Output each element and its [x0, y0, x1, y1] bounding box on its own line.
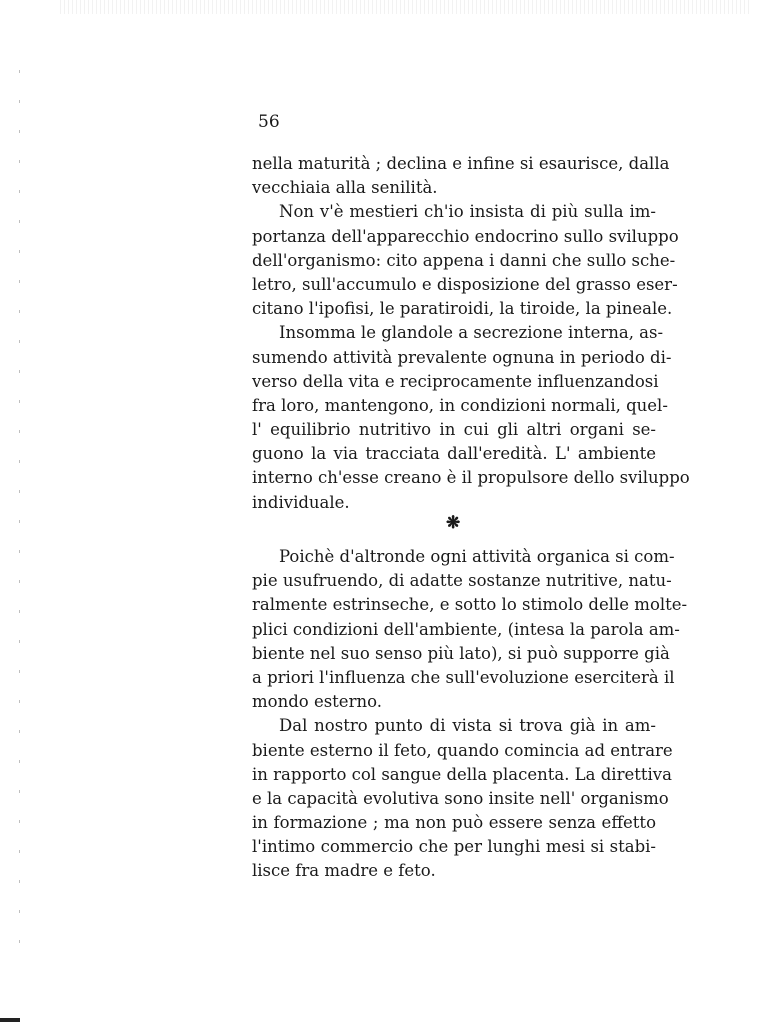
- page-number: 56: [258, 112, 280, 132]
- paragraph: [252, 545, 688, 714]
- text-line: nella maturità ; declina e infine si esaurisce, dalla: [252, 154, 670, 173]
- text-line: l'intimo commercio che per lunghi mesi si stabi-: [252, 837, 656, 857]
- paragraph: [252, 321, 690, 515]
- section-separator-asterism: ❋: [446, 513, 461, 533]
- text-line: individuale.: [252, 492, 350, 512]
- text-line: biente esterno il feto, quando comincia ad entrare: [252, 740, 673, 760]
- text-line: interno ch'esse creano è il propulsore dello sviluppo: [252, 468, 690, 488]
- text-line: Non v'è mestieri ch'io insista di più sulla im-: [279, 202, 656, 222]
- text-line: mondo esterno.: [252, 692, 382, 712]
- text-line: portanza dell'apparecchio endocrino sullo sviluppo: [252, 226, 679, 246]
- page-edge-shadow: [19, 70, 20, 950]
- text-line: letro, sull'accumulo e disposizione del grasso eser-: [252, 274, 678, 294]
- text-line: vecchiaia alla senilità.: [252, 178, 438, 198]
- paragraph: [252, 152, 670, 200]
- text-line: a priori l'influenza che sull'evoluzione eserciterà il: [252, 667, 675, 687]
- paragraph: [252, 714, 673, 883]
- text-line: l' equilibrio nutritivo in cui gli altri organi se-: [252, 420, 656, 440]
- text-line: sumendo attività prevalente ognuna in periodo di-: [252, 347, 672, 367]
- text-line: pie usufruendo, di adatte sostanze nutritive, natu-: [252, 571, 672, 591]
- text-line: Insomma le glandole a secrezione interna, as-: [279, 323, 664, 343]
- text-line: guono la via tracciata dall'eredità. L' ambiente: [252, 444, 656, 464]
- text-line: Dal nostro punto di vista si trova già in am-: [279, 716, 656, 736]
- text-line: in rapporto col sangue della placenta. La direttiva: [252, 764, 672, 784]
- paragraph: [252, 200, 679, 321]
- text-line: fra loro, mantengono, in condizioni normali, quel-: [252, 395, 668, 415]
- text-line: citano l'ipofisi, le paratiroidi, la tiroide, la pineale.: [252, 299, 673, 319]
- text-line: lisce fra madre e feto.: [252, 861, 436, 881]
- text-line: in formazione ; ma non può essere senza effetto: [252, 813, 656, 833]
- text-line: ralmente estrinseche, e sotto lo stimolo delle molte-: [252, 595, 688, 615]
- scan-corner-mark: [0, 1018, 20, 1022]
- text-line: dell'organismo: cito appena i danni che sullo sche-: [252, 250, 676, 270]
- text-line: plici condizioni dell'ambiente, (intesa la parola am-: [252, 619, 680, 639]
- text-line: e la capacità evolutiva sono insite nell' organismo: [252, 788, 669, 808]
- section-2-text: [252, 545, 688, 884]
- section-1-text: [252, 152, 690, 515]
- text-line: biente nel suo senso più lato), si può supporre già: [252, 643, 670, 663]
- text-line: verso della vita e reciprocamente influenzandosi: [252, 371, 659, 391]
- scan-edge-noise: [60, 0, 750, 14]
- text-line: Poichè d'altronde ogni attività organica si com-: [279, 547, 675, 566]
